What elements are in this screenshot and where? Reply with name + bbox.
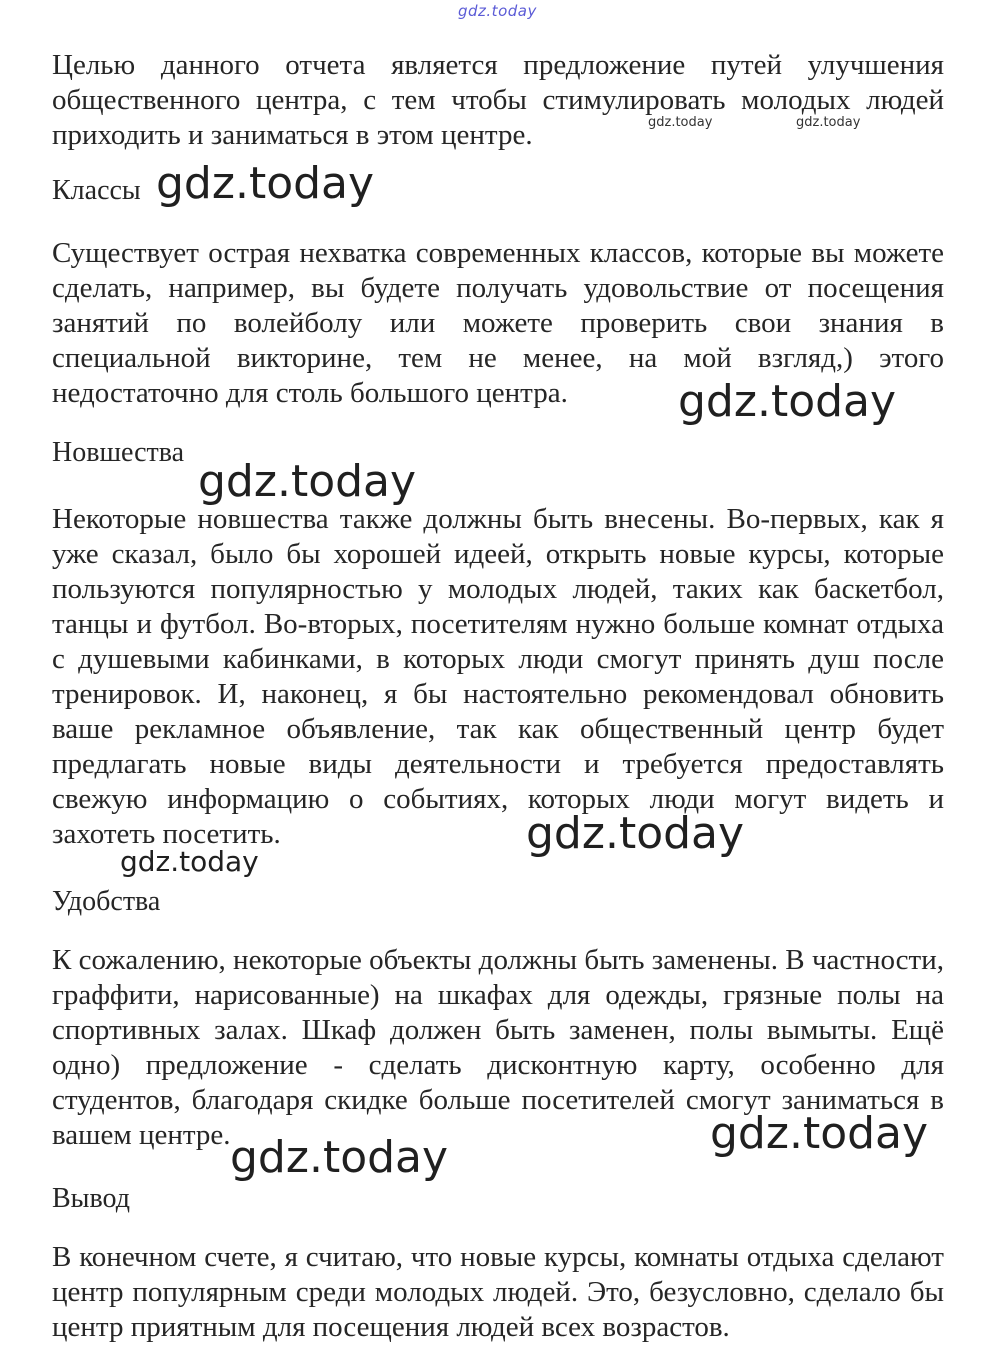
heading-amenities: Удобства [52, 886, 161, 917]
watermark: gdz.today [678, 376, 897, 427]
heading-innovations: Новшества [52, 437, 185, 468]
amenities-paragraph: К сожалению, некоторые объекты должны быть заменены. В частности, граффити, нарисованные) на шкафах для одежды, грязные полы на спортивных залах. Шкаф должен быть заменен, полы вымыты. Ещё одно) предложение - сделать дисконтную карту, особенно для студентов, благодаря скидке больше посетителей смогут заниматься в вашем центре. [52, 944, 944, 1151]
intro-paragraph: Целью данного отчета является предложение путей улучшения общественного центра, с тем чтобы стимулировать молодых людей приходить и заниматься в этом центре. [52, 49, 944, 151]
heading-conclusion: Вывод [52, 1183, 130, 1214]
watermark: gdz.today [230, 1132, 449, 1183]
conclusion-paragraph: В конечном счете, я считаю, что новые курсы, комнаты отдыха сделают центр популярным среди молодых людей. Это, безусловно, сделало бы центр приятным для посещения людей всех возрастов. [52, 1241, 944, 1343]
innovations-paragraph: Некоторые новшества также должны быть внесены. Во-первых, как я уже сказал, было бы хорошей идеей, открыть новые курсы, которые пользуются популярностью у молодых людей, таких как баскетбол, танцы и футбол. Во-вторых, посетителям нужно больше комнат отдыха с душевыми кабинками, в которых люди смогут принять душ после тренировок. И, наконец, я бы настоятельно рекомендовал обновить ваше рекламное объявление, так как общественный центр будет предлагать новые виды деятельности и требуется предоставлять свежую информацию о событиях, которых люди могут видеть и захотеть посетить. [52, 503, 944, 850]
watermark: gdz.today [796, 115, 861, 130]
watermark: gdz.today [710, 1108, 929, 1159]
watermark: gdz.today [648, 115, 713, 130]
watermark: gdz.today [120, 845, 259, 878]
watermark: gdz.today [156, 158, 375, 209]
watermark: gdz.today [458, 2, 537, 20]
classes-paragraph: Существует острая нехватка современных классов, которые вы можете сделать, например, вы будете получать удовольствие от посещения занятий по волейболу или можете проверить свои знания в специальной викторине, тем не менее, на мой взгляд,) этого недостаточно для столь большого центра. [52, 237, 944, 409]
heading-classes: Классы [52, 175, 141, 206]
watermark: gdz.today [526, 808, 745, 859]
watermark: gdz.today [198, 456, 417, 507]
